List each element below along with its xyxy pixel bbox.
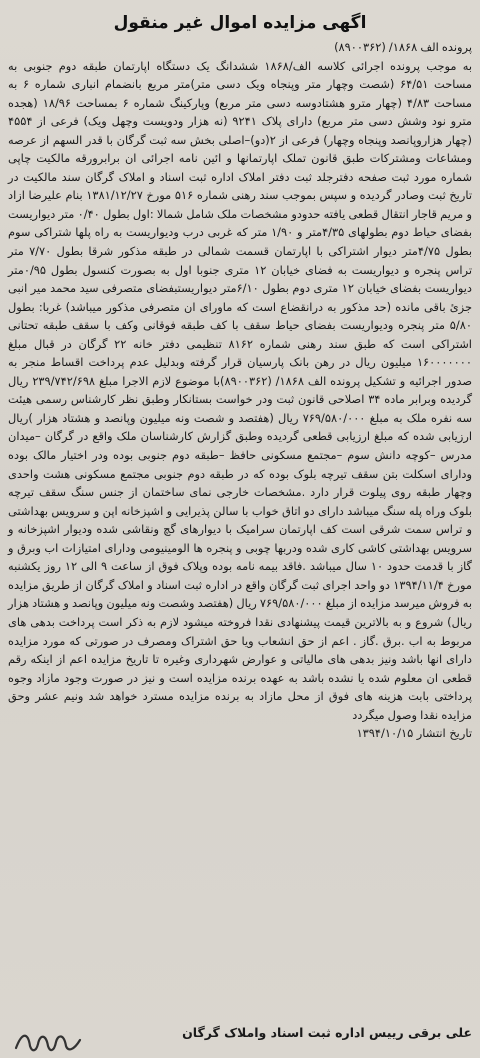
- case-number-line: پرونده الف ۱۸۶۸/ (۸۹۰۰۳۶۲): [334, 40, 472, 54]
- signature-line: علی برقی رییس اداره ثبت اسناد واملاک گرگان: [182, 1025, 472, 1040]
- notice-body: [8, 38, 472, 724]
- publication-date: تاریخ انتشار ۱۳۹۴/۱۰/۱۵: [356, 726, 472, 741]
- notice-title: اگهی مزایده اموال غیر منقول: [113, 13, 367, 33]
- notice-paragraph: به موجب پرونده اجرائی کلاسه الف/۱۸۶۸ ششدانگ یک دستگاه اپارتمان طبقه دوم جنوبی به مساحت ۶۴/۵۱ (شصت وچهار متر وپنجاه ویک دسی متر)متر مربع بانضمام انباری شماره ۶ به مساحت ۴/۸۳ (چهار مترو هشتادوسه دسی متر مربع) وپارکینگ شماره ۶ بمساحت ۱۸/۹۶ (هجده مترو نود وشش دسی متر مربع) دارای پلاک ۹۲۴۱ (نه هزار ودویست وچهل ویک) فرعی از ۴۵۵۴ (چهار هزاروپانصد وپنجاه وچهار) فرعی از ۲(دو)–اصلی بخش سه ثبت گرگان با قدر السهم از عرصه ومشاعات ومشترکات طبق قانون تملک اپارتمانها و ائین نامه اجرائی ان برابرورقه مالکیت چاپی شماره مورد ثبت صفحه دفترجلد ثبت دفتر املاک اداره ثبت اسناد و املاک گرگان سند مالکیت در تاریخ ثبت وصادر گردیده و سپس بموجب سند رهنی شماره ۵۱۶ مورخ ۱۳۸۱/۱۲/۲۷ بنام علیرضا ازاد و مریم قاجار انتقال قطعی یافته حدودو مشخصات ملک شامل شمالا :اول بطول ۰/۴۰ متر دیواریست بفضای حیاط دوم بطولهای ۴/۳۵متر و ۱/۹۰ متر که غربی درب ودیواریست به راه پلها شتراکی سوم بطول ۴/۷۵متر دیوار اشتراکی با اپارتمان قسمت شمالی در طبقه مذکور شرقا بطول ۷/۷۰ متر تراس پنجره و دیواریست به فضای خیابان ۱۲ متری جنوبا اول به بصورت کنسول بطول ۰/۹۵متر دیواریست بفضای خیابان ۱۲ متری دوم بطول ۶/۱۰متر دیواریستبفضای متصرفی سید محمد میر انبی جزئ باقی مانده (حد مذکور به درانقضاع است که ماورای ان متصرفی مذکور میباشد) غربا: بطول ۵/۸۰ متر پنجره ودیواریست بفضای حیاط سقف با کف طبقه فوقانی وکف با سقف طبقه تحتانی اشتراکی است که طبق سند رهنی شماره ۸۱۶۲ تنظیمی دفتر خانه ۲۲ گرگان در قبال مبلغ ۱۶۰۰۰۰۰۰۰ میلیون ریال در رهن بانک پارسیان قرار گرفته وبدلیل عدم پرداخت اقساط منجر به صدور اجرائیه و تشکیل پرونده الف ۱۸۶۸/ (۸۹۰۰۳۶۲)با موضوع لازم الاجرا مبلغ ۲۳۹/۷۴۲/۶۹۸ ریال گردیده وبرابر ماده ۳۴ اصلاحی قانون ثبت ودر خواست بستانکار وطبق نظر کارشناس رسمی هیئت سه نفره ملک به مبلغ ۷۶۹/۵۸۰/۰۰۰ ریال (هفتصد و شصت ونه میلیون وپانصد و هشتاد هزار )ریال ارزیابی شده که مبلغ ارزیابی قطعی گردیده وطبق گزارش کارشناسان ملک واقع در گرگان –میدان مدرس –کوچه دانش سوم –مجتمع مسکونی حافظ –طبقه دوم جنوبی بوده ودر اختیار مالک بوده ودارای اسکلت بتن سقف تیرچه بلوک بوده که در طبقه دوم جنوبی مجتمع مسکونی هشت واحدی وچهار طبقه روی پیلوت قرار دارد .مشخصات خارجی نمای ساختمان از جنس سنگ سقف تیرچه بلوک وراه پله سنگ میباشد دارای دو اتاق خواب با سالن پذیرایی و اشپزخانه اپن و سرویس بهداشتی و تراس سمت شرقی است کف اپارتمان سرامیک با دیوارهای گچ ونقاشی شده ودیوار اشپزخانه و سرویس بهداشتی کاشی کاری شده ودربها چوبی و پنجره ها الومینیومی ودارای امتیازات اب وبرق و گاز با قدمت حدود ۱۰ سال میباشد .فاقد بیمه نامه بوده وپلاک فوق از ساعت ۹ الی ۱۲ روز یکشنبه مورخ ۱۳۹۴/۱۱/۴ دو واحد اجرای ثبت گرگان واقع در اداره ثبت اسناد و املاک گرگان از طریق مزایده به فروش میرسد مزایده از مبلغ ۷۶۹/۵۸۰/۰۰۰ ریال (هفتصد وشصت ونه میلیون وپانصد و هشتاد هزار ریال) شروع و به بالاترین قیمت پیشنهادی نقدا فروخته میشود لازم به ذکر است پرداخت بدهی های مربوط به اب .برق .گاز . اعم از حق انشعاب ویا حق اشتراک ومصرف در صورتی که مورد مزایده دارای انها باشد ونیز بدهی های مالیاتی و عوارض شهرداری وغیره تا تاریخ مزایده اعم از اینکه رقم قطعی ان معلوم شده یا نشده باشد به عهده برنده مزایده است و نیز در صورت وجود مازاد وجوه پرداختی بابت هزینه های فوق از محل مازاد به برنده مزایده مسترد خواهد شد ونیم عشر وحق مزایده نقدا وصول میگردد: [8, 58, 473, 722]
- handwritten-mark: [12, 1022, 84, 1056]
